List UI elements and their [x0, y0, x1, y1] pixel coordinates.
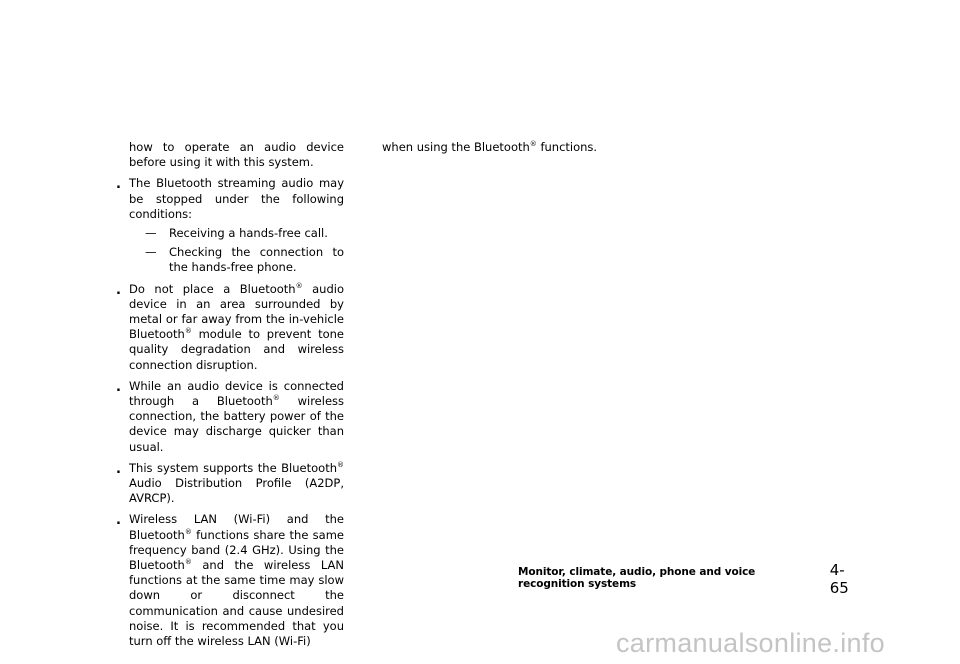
continuation-text: functions. [536, 140, 598, 154]
dash-marker: — [145, 245, 157, 260]
watermark-text: carmanualsonline.info [616, 628, 885, 658]
registered-mark: ® [184, 527, 192, 536]
sub-item-text: Receiving a hands-free call. [169, 226, 328, 241]
section-title: Monitor, climate, audio, phone and voice recognition systems [518, 566, 756, 590]
bullet-marker: . [116, 177, 121, 193]
page-footer [518, 561, 858, 597]
bullet-text: Audio Distribution Profile (A2DP, AVRCP). [129, 476, 344, 506]
bullet-marker: . [116, 513, 121, 529]
sub-item-checking-connection [129, 245, 344, 275]
registered-mark: ® [184, 327, 192, 336]
continuation-text: when using the Bluetooth [382, 140, 530, 154]
bullet-text: audio device in an area surrounded by metal or far away from the in-vehicle Bluetooth [129, 281, 344, 342]
bullet-text: This system supports the Bluetooth [129, 460, 337, 475]
bullet-text: module to prevent tone quality degradation and wireless connection disruption. [129, 327, 344, 372]
bullet-streaming-stopped [114, 176, 344, 275]
registered-mark: ® [184, 558, 192, 567]
bullet-marker: . [116, 282, 121, 298]
registered-mark: ® [272, 394, 280, 403]
bullet-text: functions share the same frequency band (2.4 GHz). Using the Bluetooth [129, 527, 344, 573]
registered-mark: ® [529, 140, 537, 148]
sub-item-text: Checking the connection to the hands-free phone. [169, 245, 344, 275]
bullet-wifi-interference [114, 512, 344, 649]
bullet-device-placement [114, 282, 344, 373]
right-column [382, 140, 632, 155]
bullet-text: wireless connection, the battery power of the device may discharge quicker than usual. [129, 394, 344, 454]
bullet-text: and the wireless LAN functions at the same time may slow down or disconnect the communication and cause undesired noise. It is recommended that you turn off the wireless LAN (Wi-Fi) [129, 558, 344, 649]
left-column [114, 140, 344, 649]
bullet-text: While an audio device is connected through a Bluetooth [129, 378, 344, 409]
bullet-marker: . [116, 461, 121, 477]
bullet-marker: . [116, 379, 121, 395]
page-number: 4-65 [829, 561, 849, 597]
bullet-battery-drain [114, 379, 344, 455]
bullet-a2dp-support [114, 461, 344, 507]
registered-mark: ® [337, 460, 344, 469]
bullet-text: The Bluetooth streaming audio may be stopped under the following conditions: [129, 176, 344, 221]
registered-mark: ® [295, 281, 303, 290]
bullet-text: Wireless LAN (Wi-Fi) and the Bluetooth [129, 512, 344, 542]
continuation-paragraph [382, 140, 632, 155]
dash-marker: — [145, 226, 157, 241]
intro-paragraph: how to operate an audio device before using it with this system. [129, 140, 344, 170]
bullet-text: Do not place a Bluetooth [129, 281, 296, 296]
sub-item-hands-free-call [129, 226, 344, 241]
